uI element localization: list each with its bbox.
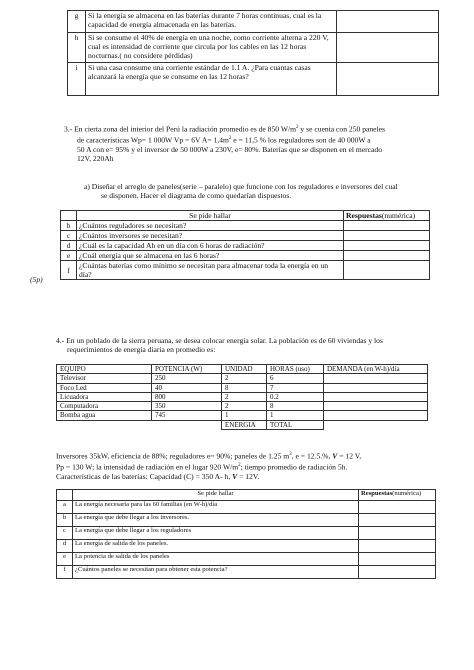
- table-row: [61, 261, 430, 280]
- answer-cell[interactable]: [359, 566, 436, 579]
- answer-header-bold: Respuestas: [346, 211, 382, 220]
- superscript: 2: [289, 452, 292, 457]
- question-text: La energía necesaria para las 60 familias (en W-h)/día: [73, 501, 359, 514]
- ask-header: Se pide hallar: [77, 211, 344, 221]
- col-unidad: UNIDAD: [222, 365, 267, 374]
- cell: [57, 420, 152, 429]
- col-potencia: POTENCIA (W): [152, 365, 222, 374]
- table-row: [68, 33, 439, 63]
- col-equipo: EQUIPO: [57, 365, 152, 374]
- demand-cell[interactable]: [324, 392, 428, 401]
- answer-header-bold: Respuestas: [361, 490, 393, 497]
- answer-cell[interactable]: [337, 63, 439, 96]
- spec-line3b: V: [232, 471, 238, 481]
- row-letter: d: [57, 540, 73, 553]
- table-row: [57, 527, 436, 540]
- answer-cell[interactable]: [359, 527, 436, 540]
- problem3-question-table: [60, 210, 430, 280]
- question-text: ¿Cuántas baterías como mínimo se necesitan para almacenar toda la energía en un día?: [77, 261, 344, 280]
- table-row: [61, 231, 430, 241]
- table-header-row: [57, 490, 436, 501]
- table-row: [61, 221, 430, 231]
- table-row: [57, 411, 428, 420]
- col-horas: HORAS (uso): [267, 365, 324, 374]
- answer-cell[interactable]: [359, 501, 436, 514]
- cell: 8: [267, 402, 324, 411]
- question-text: ¿Cuál es la capacidad Ah en un día con 6 horas de radiación?: [77, 241, 344, 251]
- problem3-statement: [64, 123, 444, 164]
- table-row: [57, 383, 428, 392]
- question-text: Si la energía se almacena en las baterías durante 7 horas continuas, cual es la capacidad de energía almacenada en las baterías.: [86, 11, 337, 33]
- superscript: 2: [228, 135, 232, 141]
- blank-header: [57, 490, 73, 501]
- superscript: 2: [296, 125, 299, 130]
- cell: 350: [152, 402, 222, 411]
- question-text: La potencia de salida de los paneles: [73, 553, 359, 566]
- question-text: La energía que debe llegar a los inversores.: [73, 514, 359, 527]
- spec-line2: Pp = 130 W; la intensidad de radiación en el lugar 920 W/m: [56, 462, 239, 472]
- cell: 7: [267, 383, 324, 392]
- col-demanda: DEMANDA (en W-h)/día: [324, 365, 428, 374]
- cell: 8: [222, 383, 267, 392]
- problem3-line4: 12V, 220Ah: [77, 154, 114, 164]
- answer-cell[interactable]: [344, 251, 430, 261]
- energia-label: ENERGIA: [222, 420, 267, 429]
- total-value[interactable]: [324, 420, 428, 429]
- answer-cell[interactable]: [359, 514, 436, 527]
- table-row: [61, 241, 430, 251]
- spec-line1d: = 12 V,: [337, 451, 362, 461]
- item-a-line2: se disponen. Hacer el diagrama de como quedarían dispuestos.: [101, 191, 292, 201]
- table-footer-row: [57, 420, 428, 429]
- cell: Computadora: [57, 402, 152, 411]
- table-row: [68, 63, 439, 96]
- answer-cell[interactable]: [359, 540, 436, 553]
- total-label: TOTAL: [267, 420, 324, 429]
- row-letter: b: [57, 514, 73, 527]
- cell: 1: [222, 411, 267, 420]
- table-row: [57, 374, 428, 383]
- cell: Bomba agua: [57, 411, 152, 420]
- problem3-line2b: e = 11,5 % los reguladores son de 40 000W a: [231, 135, 371, 145]
- cell: 40: [152, 383, 222, 392]
- demand-cell[interactable]: [324, 374, 428, 383]
- superscript: 2: [238, 462, 241, 468]
- question-text: ¿Cuántos inversores se necesitan?: [77, 231, 344, 241]
- spec-line1: Inversores 35kW, eficiencia de 88%; reguladores e= 90%; paneles de 1.25 m: [56, 451, 290, 461]
- answer-header-rest: (numérica): [381, 211, 416, 220]
- answer-cell[interactable]: [344, 261, 430, 280]
- question-text: Si se consume el 40% de energía en una noche, como corriente alterna a 220 V, cual es intensidad de corriente que circula por los cables en las 12 horas nocturnas.( no considere pérdidas): [86, 33, 337, 63]
- table-row: [57, 553, 436, 566]
- row-letter: h: [68, 33, 86, 63]
- table-row: [57, 402, 428, 411]
- cell: 1: [267, 411, 324, 420]
- row-letter: a: [57, 501, 73, 514]
- question-text: ¿Cuántos paneles se necesitan para obtener esta potencia?: [73, 566, 359, 579]
- cell: 2: [222, 392, 267, 401]
- cell: 0.2: [267, 392, 324, 401]
- row-letter: c: [61, 231, 77, 241]
- answer-cell[interactable]: [359, 553, 436, 566]
- top-question-table: [67, 10, 439, 96]
- answer-header: [344, 211, 430, 221]
- blank-header: [61, 211, 77, 221]
- spec-line1b: , e = 12.5.%,: [291, 451, 333, 461]
- answer-cell[interactable]: [337, 11, 439, 33]
- spec-line1c: V: [332, 451, 338, 461]
- problem3-line2a: de características Wp= 1 000W Vp = 6V A= 1,4m: [77, 135, 229, 145]
- table-row: [68, 11, 439, 33]
- problem4-statement: [56, 336, 456, 355]
- demand-cell[interactable]: [324, 402, 428, 411]
- answer-cell[interactable]: [344, 231, 430, 241]
- cell: Foco Led: [57, 383, 152, 392]
- row-letter: e: [61, 251, 77, 261]
- cell: [152, 420, 222, 429]
- table-row: [57, 501, 436, 514]
- question-text: La energía que debe llegar a los reguladores: [73, 527, 359, 540]
- item-a-line1: a) Diseñar el arreglo de paneles(serie – paralelo) que funcione con los reguladores e inversores del cual: [84, 182, 398, 191]
- row-letter: e: [57, 553, 73, 566]
- table-row: [57, 540, 436, 553]
- cell: 2: [222, 402, 267, 411]
- demand-cell[interactable]: [324, 383, 428, 392]
- table-row: [61, 251, 430, 261]
- table-row: [57, 392, 428, 401]
- row-letter: f: [57, 566, 73, 579]
- question-text: ¿Cuántos reguladores se necesitan?: [77, 221, 344, 231]
- row-letter: g: [68, 11, 86, 33]
- row-letter: c: [57, 527, 73, 540]
- problem4-question-table: [56, 489, 436, 579]
- question-text: ¿Cuál energía que se almacena en las 6 horas?: [77, 251, 344, 261]
- spec-line2b: ; tiempo promedio de radiación 5h.: [240, 462, 348, 472]
- problem3-line1b: y se cuenta con 250 paneles: [298, 124, 385, 134]
- spec-line3c: = 12V.: [237, 471, 260, 481]
- table-header-row: [61, 211, 430, 221]
- answer-header: [359, 490, 436, 501]
- cell: 800: [152, 392, 222, 401]
- equipment-table: [56, 364, 428, 430]
- problem3-line3: 50 A con e= 95% y el inversor de 50 000W a 230V, e= 80%. Baterías que se disponen en el mercado: [77, 144, 382, 154]
- cell: Televisor: [57, 374, 152, 383]
- problem4-line1: 4.- En un poblado de la sierra peruana, se desea colocar energía solar. La población es de 60 viviendas y los: [56, 336, 383, 345]
- table-header-row: [57, 365, 428, 374]
- cell: Licuadora: [57, 392, 152, 401]
- ask-header: Se pide hallar: [73, 490, 359, 501]
- points-note: (5p): [30, 275, 43, 284]
- question-text: La energía de salida de los paneles.: [73, 540, 359, 553]
- table-row: [57, 566, 436, 579]
- problem3-item-a: [84, 182, 454, 201]
- row-letter: i: [68, 63, 86, 96]
- row-letter: f: [61, 261, 77, 280]
- cell: 745: [152, 411, 222, 420]
- answer-header-rest: (numérica): [392, 490, 422, 497]
- cell: 6: [267, 374, 324, 383]
- problem4-specs: [56, 450, 466, 481]
- question-text: Si una casa consume una corriente estándar de 1.1 A. ¿Para cuantas casas alcanzará la energía que se consume en las 12 horas?: [86, 63, 337, 96]
- cell: 250: [152, 374, 222, 383]
- row-letter: b: [61, 221, 77, 231]
- answer-cell[interactable]: [344, 241, 430, 251]
- problem3-line1: 3.- En cierta zona del interior del Perú la radiación promedio es de 850 W/m: [64, 124, 297, 134]
- demand-cell[interactable]: [324, 411, 428, 420]
- row-letter: d: [61, 241, 77, 251]
- spec-line3: Características de las baterías: Capacidad (C) = 350 A- h,: [56, 471, 233, 481]
- answer-cell[interactable]: [337, 33, 439, 63]
- table-row: [57, 514, 436, 527]
- cell: 2: [222, 374, 267, 383]
- answer-cell[interactable]: [344, 221, 430, 231]
- problem4-line2: requerimientos de energía diaria en promedio es:: [67, 345, 216, 355]
